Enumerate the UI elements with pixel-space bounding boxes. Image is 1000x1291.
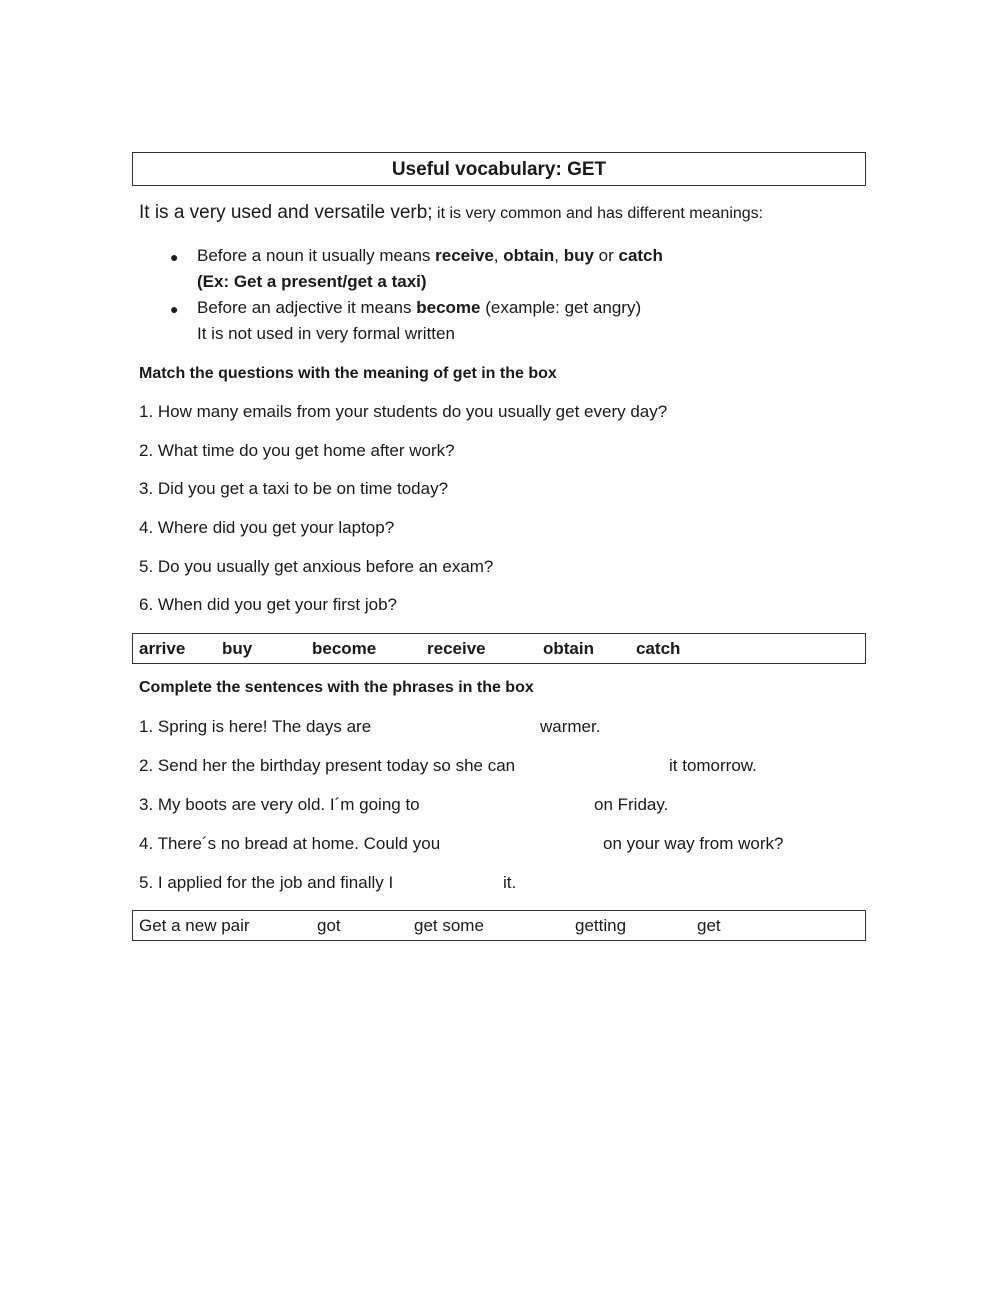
box-word: get some xyxy=(414,916,484,935)
question-item: 5. Do you usually get anxious before an exam? xyxy=(139,557,494,576)
sentence-pre: 2. Send her the birthday present today so she can xyxy=(139,756,516,775)
bullet-1-word-catch: catch xyxy=(618,246,663,265)
title-box xyxy=(132,152,866,186)
box-word: getting xyxy=(575,916,627,935)
bullet-1-word-obtain: obtain xyxy=(503,246,555,265)
box-word: get xyxy=(697,916,721,935)
sentence-pre: 1. Spring is here! The days are xyxy=(139,717,372,736)
box-word: arrive xyxy=(139,639,186,658)
bullet-1-word-buy: buy xyxy=(563,246,594,265)
sentence-pre: 5. I applied for the job and finally I xyxy=(139,873,394,892)
bullet-1-word-receive: receive xyxy=(435,246,494,265)
sentence-post: it. xyxy=(503,873,517,892)
bullet-2-post: (example: get angry) xyxy=(480,298,642,317)
bullet-1-or: or xyxy=(593,246,619,265)
bullet-2-word-become: become xyxy=(416,298,481,317)
section-1-heading: Match the questions with the meaning of get in the box xyxy=(139,365,557,382)
bullet-1-example: (Ex: Get a present/get a taxi) xyxy=(197,272,427,291)
box-word: obtain xyxy=(543,639,594,658)
intro-line xyxy=(139,202,763,224)
box-word: become xyxy=(312,639,377,658)
section-2-heading: Complete the sentences with the phrases in the box xyxy=(139,679,534,696)
sentence-pre: 3. My boots are very old. I´m going to xyxy=(139,795,420,814)
bullet-1-pre: Before a noun it usually means xyxy=(197,246,436,265)
bullet-1-sep: , xyxy=(554,246,564,265)
question-item: 2. What time do you get home after work? xyxy=(139,441,455,460)
bullet-2-line xyxy=(197,298,641,318)
bullet-icon: ● xyxy=(170,301,179,317)
bullet-1-line xyxy=(197,246,663,266)
box-word: buy xyxy=(222,639,253,658)
sentence-pre: 4. There´s no bread at home. Could you xyxy=(139,834,441,853)
bullet-icon: ● xyxy=(170,249,179,265)
sentence-post: it tomorrow. xyxy=(669,756,757,775)
question-item: 6. When did you get your first job? xyxy=(139,595,397,614)
question-item: 3. Did you get a taxi to be on time today? xyxy=(139,479,449,498)
box-word: catch xyxy=(636,639,681,658)
box-word: Get a new pair xyxy=(139,916,250,935)
box-word: got xyxy=(317,916,341,935)
sentence-post: on Friday. xyxy=(594,795,669,814)
bullet-1-sep: , xyxy=(493,246,504,265)
meanings-word-box xyxy=(132,633,866,664)
bullet-2-note: It is not used in very formal written xyxy=(197,324,455,343)
sentence-post: on your way from work? xyxy=(603,834,784,853)
bullet-2-pre: Before an adjective it means xyxy=(197,298,417,317)
intro-small: it is very common and has different meanings: xyxy=(432,205,764,222)
sentence-post: warmer. xyxy=(540,717,601,736)
question-item: 1. How many emails from your students do you usually get every day? xyxy=(139,402,668,421)
page-title: Useful vocabulary: GET xyxy=(391,159,607,180)
intro-large: It is a very used and versatile verb; xyxy=(139,202,433,223)
phrases-word-box xyxy=(132,910,866,941)
box-word: receive xyxy=(427,639,486,658)
question-item: 4. Where did you get your laptop? xyxy=(139,518,395,537)
